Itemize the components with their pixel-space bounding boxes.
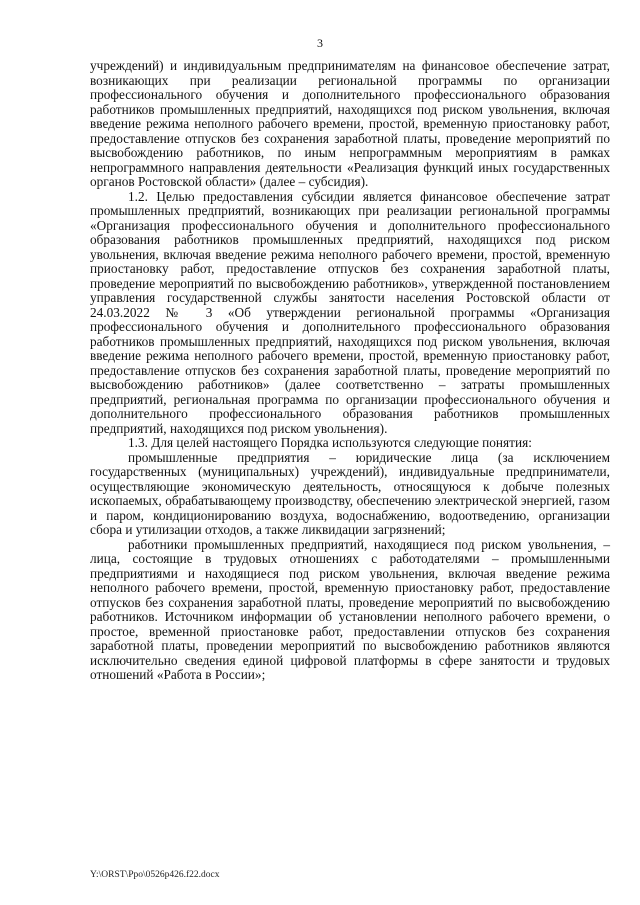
footer-file-path: Y:\ORST\Ppo\0526p426.f22.docx	[90, 870, 220, 880]
definition-workers-at-risk: работники промышленных предприятий, находящиеся под риском увольнения, – лица, состоящие в трудовых отношениях с работодателями – промышленными предприятиями и находящиеся под риском увольнения, включая введение режима неполного рабочего времени, простой, временную приостановку работ, предоставление отпусков без сохранения заработной платы, проведение мероприятий по высвобождению работников. Источником информации об установлении неполного рабочего времени, о простое, временной приостановке работ, предоставлении отпусков без сохранения заработной платы, проведении мероприятий по высвобождению работников являются исключительно сведения единой цифровой платформы в сфере занятости и трудовых отношений «Работа в России»;	[90, 536, 610, 682]
paragraph-1-3-definitions: 1.3. Для целей настоящего Порядка используются следующие понятия:	[128, 435, 532, 450]
document-body	[90, 59, 610, 683]
paragraph-subsidy-continuation: учреждений) и индивидуальным предпринимателям на финансовое обеспечение затрат, возникающих при реализации региональной программы по организации профессионального обучения и дополнительного профессионального образования работников промышленных предприятий, находящихся под риском увольнения, включая введение режима неполного рабочего времени, простой, временную приостановку работ, предоставление отпусков без сохранения заработной платы, проведение мероприятий по высвобождению работников, по иным непрограммным мероприятиям в рамках непрограммного направления деятельности «Реализация функций иных государственных органов Ростовской области» (далее – субсидия).	[90, 58, 610, 189]
page-number: 3	[317, 36, 323, 50]
definition-industrial-enterprises: промышленные предприятия – юридические лица (за исключением государственных (муниципальных) учреждений), индивидуальные предприниматели, осуществляющие экономическую деятельность, относящуюся к добыче полезных ископаемых, обрабатывающему производству, обеспечению электрической энергией, газом и паром, кондиционированию воздуха, водоснабжению, водоотведению, организации сбора и утилизации отходов, а также ликвидации загрязнений;	[90, 449, 610, 537]
paragraph-1-2-purpose: 1.2. Целью предоставления субсидии является финансовое обеспечение затрат промышленных предприятий, возникающих при реализации региональной программы «Организация профессионального обучения и дополнительного профессионального образования работников промышленных предприятий, находящихся под риском увольнения, включая введение режима неполного рабочего времени, простой, временную приостановку работ, предоставление отпусков без сохранения заработной платы, проведение мероприятий по высвобождению работников», утвержденной постановлением управления государственной службы занятости населения Ростовской области от 24.03.2022 № 3 «Об утверждении региональной программы «Организация профессионального обучения и дополнительного профессионального образования работников промышленных предприятий, находящихся под риском увольнения, включая введение режима неполного рабочего времени, простой, временную приостановку работ, предоставление отпусков без сохранения заработной платы, проведение мероприятий по высвобождению работников» (далее соответственно – затраты промышленных предприятий, региональная программа по организации профессионального обучения и дополнительного профессионального образования работников промышленных предприятий, находящихся под риском увольнения).	[90, 188, 610, 436]
